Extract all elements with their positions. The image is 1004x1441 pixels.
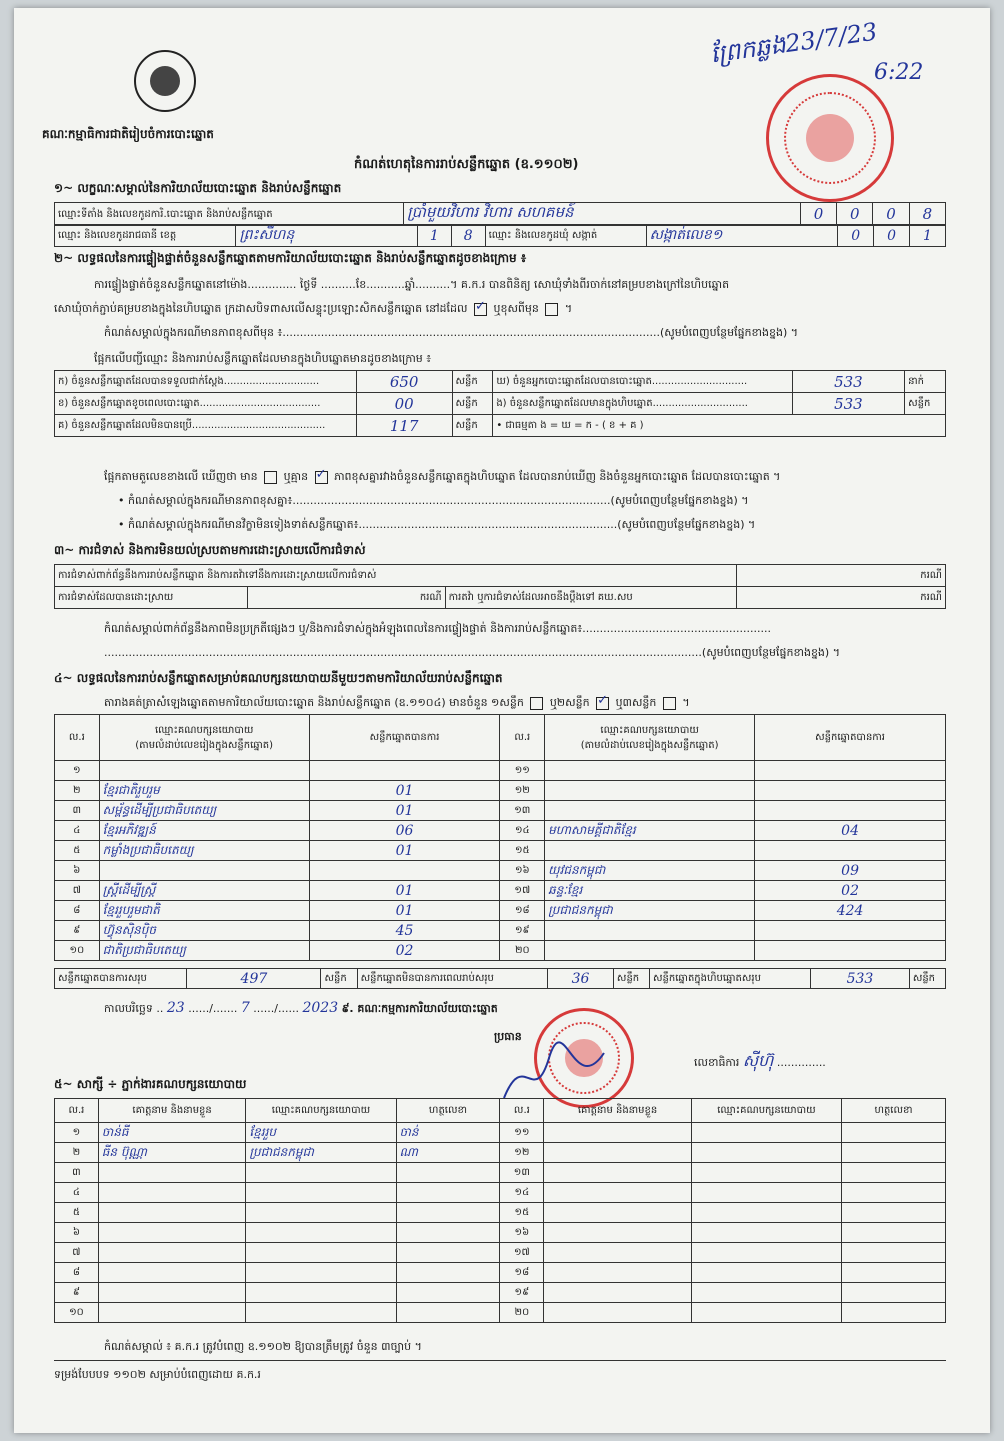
date-label: កាលបរិច្ឆេទ	[104, 1002, 153, 1015]
w-left-no-cell	[55, 1223, 99, 1243]
left-votes-cell: 06	[395, 822, 414, 839]
w-left-name-cell	[98, 1203, 246, 1223]
right-no-cell: ១៩	[514, 925, 530, 936]
table-row	[55, 761, 946, 781]
results-totals	[54, 968, 946, 989]
w-left-name-cell	[98, 1303, 246, 1323]
station-code-1: 0	[813, 205, 824, 223]
col-party-left-1: ឈ្មោះគណបក្សនយោបាយ	[154, 724, 254, 736]
left-party-cell: ហ៊្វុនស៊ិនប៉ិច	[102, 922, 156, 937]
w-left-party-cell	[246, 1263, 396, 1283]
tally-3-checkbox[interactable]	[663, 697, 676, 710]
tally-2-checkbox[interactable]	[596, 697, 609, 710]
form-page	[14, 8, 990, 1433]
total-invalid-unit: សន្លឹក	[613, 969, 649, 989]
left-no-cell: ៧	[72, 885, 81, 896]
total-valid-label: សន្លឹកឆ្នោតបានការសរុប	[55, 969, 187, 989]
table-row	[55, 841, 946, 861]
w-left-name-cell	[98, 1283, 246, 1303]
right-no-cell: ១៧	[514, 885, 531, 896]
right-votes-cell: 04	[841, 822, 859, 839]
w-right-party-cell	[691, 1163, 841, 1183]
col-party-left-2: (តាមលំដាប់លេខរៀងក្នុងសន្លឹកឆ្នោត)	[135, 739, 274, 751]
date-month: 7	[240, 1000, 250, 1016]
right-no-cell: ១៤	[514, 825, 530, 836]
ka-value: 650	[389, 372, 419, 391]
date-year: 2023	[302, 1000, 339, 1016]
table-row	[55, 821, 946, 841]
left-votes-cell: 01	[395, 782, 414, 799]
w-right-party-cell	[691, 1243, 841, 1263]
w-right-name-cell	[544, 1143, 692, 1163]
w-right-sign-cell	[841, 1283, 945, 1303]
w-left-sign-cell	[396, 1243, 500, 1263]
w-left-name-cell	[98, 1223, 246, 1243]
w-left-party-cell	[246, 1143, 396, 1163]
section1-table	[54, 202, 946, 226]
w-right-sign-cell	[841, 1183, 945, 1203]
w-right-no-cell	[500, 1143, 544, 1163]
kha-label: ខ) ចំនួនសន្លឹកឆ្នោតខូចពេលបោះឆ្នោត......................................	[55, 393, 357, 415]
w-right-party-cell	[691, 1143, 841, 1163]
handwritten-date: ព្រែកឆ្លង23/7/23	[708, 17, 880, 69]
w-right-no-text: ១៣	[513, 1167, 530, 1178]
commune-code-1: 0	[851, 227, 861, 244]
w-left-no-cell	[55, 1303, 99, 1323]
table-row	[55, 901, 946, 921]
complaint-row2-case: ករណី	[248, 587, 446, 609]
w-right-name-cell	[544, 1203, 692, 1223]
w-left-no-text: ២	[72, 1147, 81, 1158]
total-invalid: 36	[571, 970, 590, 987]
w-left-no-text: ៣	[72, 1167, 81, 1178]
section1-table-row2	[54, 224, 946, 247]
w-right-name-cell	[544, 1123, 692, 1143]
complaint-row1-label: ការជំទាស់ពាក់ព័ន្ធនឹងការរាប់សន្លឹកឆ្នោត និងការតវ៉ាទៅនឹងការដោះស្រាយលើការជំទាស់	[55, 565, 737, 587]
complaint-row2-label: ការជំទាស់ដែលបានដោះស្រាយ	[55, 587, 248, 609]
w-col-name-right: គោត្តនាម និងនាមខ្លួន	[544, 1099, 692, 1123]
left-party-cell: សម្ព័ន្ធដើម្បីប្រជាធិបតេយ្យ	[102, 802, 217, 817]
total-invalid-label: សន្លឹកឆ្នោតមិនបានការពេលរាប់សរុប	[357, 969, 548, 989]
left-party-cell: កម្លាំងប្រជាធិបតេយ្យ	[102, 842, 194, 857]
table-row	[55, 1143, 946, 1163]
kha-unit: សន្លឹក	[452, 393, 493, 415]
tally-1-checkbox[interactable]	[530, 697, 543, 710]
w-right-no-text: ១៤	[514, 1187, 530, 1198]
left-no-cell: ៤	[73, 825, 81, 836]
section1-heading: ១~ លក្ខណៈសម្គាល់នៃការិយាល័យបោះឆ្នោត និងរាប់សន្លឹកឆ្នោត	[54, 181, 342, 195]
emblem-logo	[134, 50, 196, 112]
col-no-right: ល.រ	[500, 715, 545, 761]
w-left-party-cell	[246, 1203, 396, 1223]
w-left-no-text: ៩	[72, 1287, 80, 1298]
date-day: 23	[166, 1000, 185, 1016]
ballot-count-table	[54, 370, 946, 437]
left-no-cell: ៩	[73, 925, 81, 936]
w-right-sign-cell	[841, 1223, 945, 1243]
left-no-cell: ១	[73, 765, 81, 776]
w-left-party-text: ប្រជាជនកម្ពុជា	[249, 1144, 314, 1159]
w-right-no-text: ១៧	[513, 1247, 530, 1258]
w-left-party-text: ខ្មែររួប	[249, 1124, 277, 1139]
w-right-sign-cell	[841, 1203, 945, 1223]
w-right-sign-cell	[841, 1143, 945, 1163]
w-right-sign-cell	[841, 1263, 945, 1283]
table-row	[55, 1243, 946, 1263]
section2-note2: • កំណត់សម្គាល់ក្នុងករណីមានវិក្ខាមិនទៀងទាត់សន្លឹកឆ្នោត៖..........................................................................(សូមបំពេញបន្ថែមផ្នែកខាងខ្នង) ។	[118, 518, 756, 531]
w-right-party-cell	[691, 1303, 841, 1323]
w-right-name-cell	[544, 1223, 692, 1243]
total-box-unit: សន្លឹក	[909, 969, 945, 989]
w-left-no-text: ៨	[72, 1267, 80, 1278]
footer-note: កំណត់សម្គាល់ ៖ គ.ក.រ ត្រូវបំពេញ ឧ.១១០២ ឱ្យបានត្រឹមត្រូវ ចំនួន ៣ច្បាប់ ។	[104, 1340, 422, 1353]
left-votes-cell: 01	[395, 842, 414, 859]
w-right-no-text: ២០	[514, 1307, 530, 1318]
table-row	[55, 1283, 946, 1303]
col-party-right	[545, 715, 755, 761]
handwritten-time: 6:22	[874, 60, 924, 85]
table-row	[55, 1203, 946, 1223]
w-left-sign-text: ចាន់	[399, 1124, 419, 1139]
w-left-no-text: ១	[72, 1127, 81, 1138]
w-left-name-cell	[98, 1243, 246, 1263]
left-party-cell: ខ្មែរអភិវឌ្ឍន៍	[102, 822, 156, 837]
left-no-cell: ២	[73, 785, 81, 796]
w-left-no-cell	[55, 1163, 99, 1183]
left-party-cell: ស្ត្រីដើម្បីស្ត្រី	[102, 882, 156, 897]
table-row	[55, 1163, 946, 1183]
table-row	[55, 1183, 946, 1203]
date-line: កាលបរិច្ឆេទ .. 23 ....../....... 7 ....../...... 2023 ៩. គណៈកម្មការការិយាល័យបោះឆ្នោត	[104, 1000, 498, 1016]
commune-name: សង្កាត់លេខ១	[649, 227, 723, 243]
section2-note1: • កំណត់សម្គាល់ក្នុងករណីមានភាពខុសគ្នា៖...........................................................................................(សូមបំពេញបន្ថែមផ្នែកខាងខ្នង) ។	[118, 494, 749, 507]
w-left-sign-cell	[396, 1203, 500, 1223]
para5-c: ភាពខុសគ្នារវាងចំនួនសន្លឹកឆ្នោតក្នុងហិបឆ្នោត ដែលបានរាប់ឃើញ និងចំនួនអ្នកបោះឆ្នោត ដែលបានបោះឆ្នោត ។	[334, 470, 781, 483]
station-name: ប្រាំមួយវិហារ វិហារ សហគមន៍	[407, 203, 574, 221]
committee-label: ៩. គណៈកម្មការការិយាល័យបោះឆ្នោត	[341, 1002, 498, 1015]
w-left-name-cell	[98, 1143, 246, 1163]
commune-code-3: 1	[923, 227, 932, 244]
left-votes-cell: 45	[395, 922, 414, 939]
w-right-no-cell	[500, 1243, 544, 1263]
table-row	[55, 801, 946, 821]
w-left-no-text: ៧	[72, 1247, 81, 1258]
w-right-no-text: ១៦	[514, 1227, 530, 1238]
w-left-name-cell	[98, 1163, 246, 1183]
total-valid: 497	[240, 970, 268, 987]
w-col-sign-right: ហត្ថលេខា	[841, 1099, 945, 1123]
w-left-no-text: ១០	[69, 1307, 84, 1318]
official-stamp-top	[766, 74, 894, 202]
w-left-no-cell	[55, 1283, 99, 1303]
w-right-no-text: ១១	[514, 1127, 530, 1138]
footer-divider	[54, 1360, 946, 1361]
table-row	[55, 921, 946, 941]
right-no-cell: ១១	[514, 765, 530, 776]
section2-para5	[104, 470, 780, 484]
w-left-sign-cell	[396, 1123, 500, 1143]
station-code-2: 0	[850, 205, 860, 223]
left-votes-cell: 01	[395, 902, 414, 919]
col-party-right-1: ឈ្មោះគណបក្សនយោបាយ	[600, 724, 699, 736]
w-right-no-text: ១៨	[514, 1267, 530, 1278]
w-right-no-cell	[500, 1183, 544, 1203]
total-valid-unit: សន្លឹក	[321, 969, 357, 989]
left-votes-cell: 01	[395, 882, 414, 899]
section3-note: កំណត់សម្គាល់ពាក់ព័ន្ធនឹងភាពមិនប្រក្រតីផ្សេងៗ ឬ/និងការជំទាស់ក្នុងអំឡុងពេលនៃការផ្ទៀងផ្ទាត់ និងការរាប់សន្លឹកឆ្នោត៖......................................................	[104, 622, 772, 635]
no-difference-checkbox[interactable]	[315, 471, 328, 484]
table-row	[55, 861, 946, 881]
station-label: ឈ្មោះទីតាំង និងលេខកូដការិ.បោះឆ្នោត និងរាប់សន្លឹកឆ្នោត	[55, 203, 404, 226]
table-row	[55, 1223, 946, 1243]
tally-line: តារាងគត់ត្រាសំឡេងឆ្នោតតាមការិយាល័យបោះឆ្នោត និងរាប់សន្លឹកឆ្នោត (ឧ.១១០៤) មានចំនួន ១សន្លឹក ឬ២សន្លឹក ✓ ឬ៣សន្លឹក ។	[104, 696, 690, 710]
left-votes-cell: 02	[395, 942, 414, 959]
ngo-label: ង) ចំនួនសន្លឹកឆ្នោតដែលមានក្នុងហិបឆ្នោត..............................	[493, 393, 792, 415]
w-right-no-cell	[500, 1163, 544, 1183]
w-col-party-right: ឈ្មោះគណបក្សនយោបាយ	[691, 1099, 841, 1123]
w-left-party-cell	[246, 1123, 396, 1143]
w-right-no-text: ១៩	[514, 1287, 530, 1298]
complaint-row1-case: ករណី	[737, 565, 946, 587]
w-right-no-text: ១២	[514, 1147, 530, 1158]
w-right-no-cell	[500, 1283, 544, 1303]
right-votes-cell: 09	[841, 862, 859, 879]
w-right-party-cell	[691, 1183, 841, 1203]
ngo-unit: សន្លឹក	[905, 393, 946, 415]
w-right-sign-cell	[841, 1123, 945, 1143]
footer-bottom: ទម្រង់បែបបទ ១១០២ សម្រាប់បំពេញដោយ គ.ក.រ	[54, 1368, 261, 1381]
kho-unit: នាក់	[905, 371, 946, 393]
left-no-cell: ៣	[72, 805, 82, 816]
w-left-sign-text: ណា	[399, 1144, 418, 1159]
tally-opt3: ឬ៣សន្លឹក	[615, 696, 657, 709]
w-left-name-text: ចាន់ធី	[101, 1124, 129, 1139]
w-left-name-cell	[98, 1183, 246, 1203]
w-right-no-cell	[500, 1203, 544, 1223]
w-left-no-text: ៥	[72, 1207, 80, 1218]
w-right-no-cell	[500, 1263, 544, 1283]
province-label: ឈ្មោះ និងលេខកូដរាជធានី ខេត្ត	[55, 225, 236, 247]
w-right-sign-cell	[841, 1303, 945, 1323]
form-title: កំណត់ហេតុនៃការរាប់សន្លឹកឆ្នោត (ឧ.១១០២)	[354, 157, 579, 172]
w-left-no-cell	[55, 1183, 99, 1203]
total-box: 533	[846, 970, 874, 987]
para5-b: ឬគ្មាន	[283, 470, 309, 483]
ka-unit: សន្លឹក	[452, 371, 493, 393]
w-right-party-cell	[691, 1123, 841, 1143]
w-right-name-cell	[544, 1163, 692, 1183]
org-name: គណៈកម្មាធិការជាតិរៀបចំការបោះឆ្នោត	[42, 127, 214, 141]
w-left-sign-cell	[396, 1183, 500, 1203]
w-right-no-cell	[500, 1223, 544, 1243]
ngo-value: 533	[834, 394, 863, 413]
right-no-cell: ២០	[514, 945, 530, 956]
w-col-name-left: គោត្តនាម និងនាមខ្លួន	[98, 1099, 246, 1123]
w-right-name-cell	[544, 1243, 692, 1263]
commune-label: ឈ្មោះ និងលេខកូដឃុំ សង្កាត់	[485, 225, 646, 247]
commune-code-2: 0	[887, 227, 897, 244]
w-left-no-text: ៤	[72, 1187, 80, 1198]
w-left-no-cell	[55, 1263, 99, 1283]
right-no-cell: ១៦	[514, 865, 530, 876]
w-left-party-cell	[246, 1183, 396, 1203]
w-left-no-cell	[55, 1203, 99, 1223]
left-no-cell: ៦	[73, 865, 81, 876]
w-left-name-text: ធីន ប៊ុណ្ណា	[101, 1144, 147, 1159]
w-left-party-cell	[246, 1163, 396, 1183]
w-left-name-cell	[98, 1123, 246, 1143]
table-row	[55, 881, 946, 901]
secretary-line: លេខាធិការ ស៊ីហ៊ុ ..............	[694, 1051, 826, 1070]
right-votes-cell: 424	[836, 902, 864, 919]
right-no-cell: ១៨	[514, 905, 530, 916]
para5-a: ផ្អែកតាមតួលេខខាងលើ ឃើញថា មាន	[104, 470, 258, 483]
right-votes-cell: 02	[841, 882, 859, 899]
right-party-cell: យុវជនកម្ពុជា	[548, 862, 606, 877]
section2-heading: ២~ លទ្ធផលនៃការផ្ទៀងផ្ទាត់ចំនួនសន្លឹកឆ្នោតតាមការិយាល័យបោះឆ្នោត និងរាប់សន្លឹកឆ្នោតដូចខាងក្រោម ៖	[54, 251, 527, 265]
w-left-party-cell	[246, 1223, 396, 1243]
col-votes-right: សន្លឹកឆ្នោតបានការ	[755, 715, 946, 761]
has-difference-checkbox[interactable]	[264, 471, 277, 484]
chair-label: ប្រធាន	[494, 1030, 522, 1043]
w-left-no-cell	[55, 1123, 99, 1143]
station-code-4: 8	[922, 205, 933, 223]
section4-heading: ៤~ លទ្ធផលនៃការរាប់សន្លឹកឆ្នោតសម្រាប់គណបក្សនយោបាយនីមួយៗតាមការិយាល័យរាប់សន្លឹកឆ្នោត	[54, 671, 503, 685]
province-code-1: 1	[429, 227, 439, 244]
w-col-sign-left: ហត្ថលេខា	[396, 1099, 500, 1123]
secretary-signature: ស៊ីហ៊ុ	[742, 1051, 774, 1070]
station-code-3: 0	[886, 205, 896, 223]
right-party-cell: ឆន្ទៈខ្មែរ	[548, 882, 583, 897]
section3-heading: ៣~ ការជំទាស់ និងការមិនយល់ស្របតាមការដោះស្រាយលើការជំទាស់	[54, 543, 366, 557]
w-left-sign-cell	[396, 1163, 500, 1183]
left-party-cell: ខ្មែររួបរួមជាតិ	[102, 902, 160, 917]
table-row	[55, 941, 946, 961]
left-no-cell: ១០	[69, 945, 85, 956]
section2-para4: ផ្អែកលើបញ្ជីឈ្មោះ និងការរាប់សន្លឹកឆ្នោតដែលមានក្នុងហិបឆ្នោតមានដូចខាងក្រោម ៖	[94, 352, 432, 365]
same-checkbox[interactable]	[474, 303, 487, 316]
section2-para2-text: សោឃុំចាក់ភ្ជាប់គម្របខាងក្នុងនៃហិបឆ្នោត ក្រដាសបិទពាសលើសន្ទុះប្រឡោះសិកសន្លឹកឆ្នោត នៅដដែល	[54, 302, 468, 315]
w-right-party-cell	[691, 1223, 841, 1243]
w-left-sign-cell	[396, 1223, 500, 1243]
col-party-left	[99, 715, 309, 761]
col-party-right-2: (តាមលំដាប់លេខរៀងក្នុងសន្លឹកឆ្នោត)	[580, 739, 719, 751]
section5-heading: ៥~ សាក្សី ÷ ភ្នាក់ងារគណបក្សនយោបាយ	[54, 1077, 247, 1091]
table-row	[55, 1123, 946, 1143]
w-right-sign-cell	[841, 1163, 945, 1183]
w-right-party-cell	[691, 1203, 841, 1223]
w-right-no-text: ១៥	[514, 1207, 530, 1218]
kha-value: 00	[394, 394, 414, 413]
complaint-row2b-label: ការតវ៉ា ឬការជំទាស់ដែលអាចនឹងប្តឹងទៅ គឃ.សប	[445, 587, 736, 609]
w-left-sign-cell	[396, 1303, 500, 1323]
ka-label: ក) ចំនួនសន្លឹកឆ្នោតដែលបានទទួលជាក់ស្តែង..............................	[55, 371, 357, 393]
complaint-row2b-case: ករណី	[737, 587, 946, 609]
witness-table	[54, 1098, 946, 1323]
w-left-party-cell	[246, 1243, 396, 1263]
col-votes-left: សន្លឹកឆ្នោតបានការ	[309, 715, 500, 761]
w-left-no-text: ៦	[72, 1227, 80, 1238]
tally-text: តារាងគត់ត្រាសំឡេងឆ្នោតតាមការិយាល័យបោះឆ្នោត និងរាប់សន្លឹកឆ្នោត (ឧ.១១០៤) មានចំនួន ១សន្លឹក	[104, 696, 524, 709]
tally-opt2: ឬ២សន្លឹក	[549, 696, 590, 709]
kho-value: 533	[834, 372, 863, 391]
w-left-no-cell	[55, 1243, 99, 1263]
secretary-label: លេខាធិការ	[694, 1056, 740, 1069]
table-row	[55, 1263, 946, 1283]
w-right-no-cell	[500, 1123, 544, 1143]
ko-label: គ) ចំនួនសន្លឹកឆ្នោតដែលមិនបានប្រើ..........................................	[55, 415, 357, 437]
w-right-name-cell	[544, 1283, 692, 1303]
w-right-name-cell	[544, 1183, 692, 1203]
section3-note-cont: ...........................................................................................................................................................................(សូមបំពេញបន្ថែមផ្នែកខាងខ្នង) ។	[104, 646, 840, 659]
w-col-no-left: ល.រ	[55, 1099, 99, 1123]
w-right-party-cell	[691, 1263, 841, 1283]
right-party-cell: មហាសាមគ្គីជាតិខ្មែរ	[548, 822, 636, 837]
right-no-cell: ១២	[514, 785, 530, 796]
w-left-name-cell	[98, 1263, 246, 1283]
total-box-label: សន្លឹកឆ្នោតក្នុងហិបឆ្នោតសរុប	[650, 969, 811, 989]
province-name: ព្រះសីហនុ	[239, 227, 295, 243]
kho-label: ឃ) ចំនួនអ្នកបោះឆ្នោតដែលបានបោះឆ្នោត..............................	[493, 371, 792, 393]
w-right-no-cell	[500, 1303, 544, 1323]
table-row	[55, 781, 946, 801]
left-no-cell: ៨	[73, 905, 81, 916]
w-left-party-cell	[246, 1303, 396, 1323]
left-party-cell: ខ្មែរជាតិរួបរួម	[102, 782, 160, 797]
right-no-cell: ១៥	[514, 845, 530, 856]
col-no-left: ល.រ	[55, 715, 100, 761]
complaints-table	[54, 564, 946, 609]
ko-value: 117	[389, 416, 419, 435]
left-no-cell: ៥	[73, 845, 81, 856]
left-party-cell: ជាតិប្រជាធិបតេយ្យ	[102, 942, 186, 957]
w-left-sign-cell	[396, 1283, 500, 1303]
province-code-2: 8	[463, 227, 473, 244]
w-left-party-cell	[246, 1283, 396, 1303]
different-checkbox[interactable]	[545, 303, 558, 316]
w-col-party-left: ឈ្មោះគណបក្សនយោបាយ	[246, 1099, 396, 1123]
formula: • ជាធម្មតា ង = ឃ = ក - ( ខ + គ )	[493, 415, 946, 437]
w-left-no-cell	[55, 1143, 99, 1163]
w-left-sign-cell	[396, 1263, 500, 1283]
w-right-sign-cell	[841, 1243, 945, 1263]
section2-para2: សោឃុំចាក់ភ្ជាប់គម្របខាងក្នុងនៃហិបឆ្នោត ក្រដាសបិទពាសលើសន្ទុះប្រឡោះសិកសន្លឹកឆ្នោត នៅដដែល ✓ ឬខុសពីមុន ។	[54, 302, 572, 316]
right-no-cell: ១៣	[514, 805, 531, 816]
section2-para3: កំណត់សម្គាល់ក្នុងករណីមានភាពខុសពីមុន ៖............................................................................................................(សូមបំពេញបន្ថែមផ្នែកខាងខ្នង) ។	[104, 326, 798, 339]
ko-unit: សន្លឹក	[452, 415, 493, 437]
w-right-name-cell	[544, 1263, 692, 1283]
w-right-name-cell	[544, 1303, 692, 1323]
section2-para1: ការផ្ទៀងផ្ទាត់ចំនួនសន្លឹកឆ្នោតនៅម៉ោង.............. ថ្ងៃទី ..........ខែ...........ឆ្នាំ..........។ គ.ក.រ បានពិនិត្យ សោឃុំទាំងពីរចាក់នៅគម្របខាងក្រៅនៃហិបឆ្នោត	[94, 278, 730, 291]
w-right-party-cell	[691, 1283, 841, 1303]
left-votes-cell: 01	[395, 802, 414, 819]
w-col-no-right: ល.រ	[500, 1099, 544, 1123]
w-left-sign-cell	[396, 1143, 500, 1163]
results-table	[54, 714, 946, 961]
table-row	[55, 1303, 946, 1323]
right-party-cell: ប្រជាជនកម្ពុជា	[548, 902, 613, 917]
section2-para2-opt1: ឬខុសពីមុន	[493, 302, 539, 315]
